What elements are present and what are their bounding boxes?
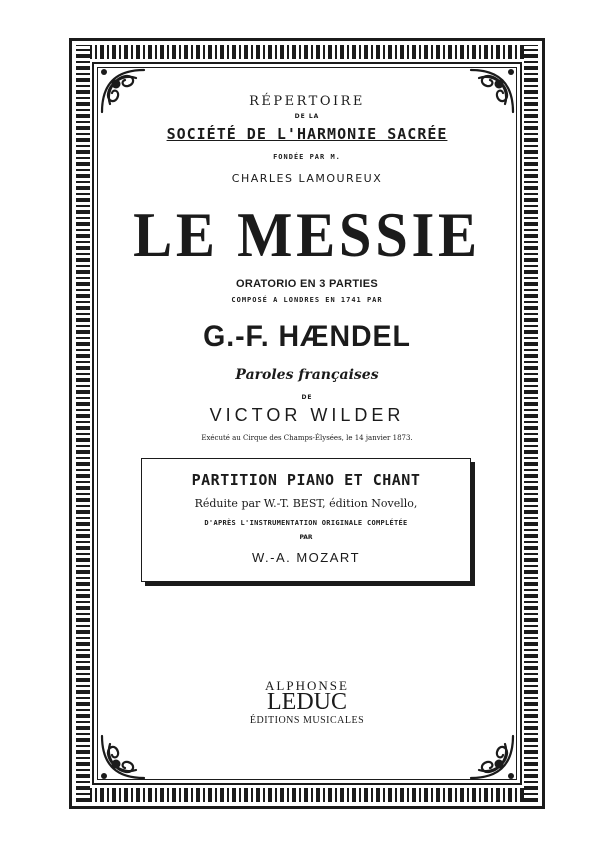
translator-name: VICTOR WILDER <box>209 405 405 425</box>
society-name: SOCIÉTÉ DE L'HARMONIE SACRÉE <box>166 125 448 143</box>
reduction-credit: Réduite par W.-T. BEST, édition Novello, <box>194 497 418 510</box>
founded-by-label: FONDÉE PAR M. <box>273 153 341 161</box>
composed-line: COMPOSÉ A LONDRES EN 1741 PAR <box>231 296 383 304</box>
de-label: DE <box>301 394 313 401</box>
partition-title: PARTITION PIANO ET CHANT <box>191 471 421 489</box>
instrumentation-note: D'APRÈS L'INSTRUMENTATION ORIGINALE COMPLÉTÉE <box>204 519 408 527</box>
corner-flourish-icon <box>96 64 150 118</box>
partition-box <box>141 458 471 582</box>
corner-flourish-icon <box>465 64 519 118</box>
arranger-name: W.-A. MOZART <box>251 550 361 565</box>
corner-flourish-icon <box>96 730 150 784</box>
composer-name: G.-F. HÆNDEL <box>203 320 411 353</box>
publisher-tagline: ÉDITIONS MUSICALES <box>249 715 365 726</box>
founder-name: CHARLES LAMOUREUX <box>231 172 383 185</box>
performance-note: Exécuté au Cirque des Champs-Élysées, le 14 janvier 1873. <box>201 434 413 442</box>
decorative-border-top <box>76 45 538 59</box>
decorative-border-left <box>76 45 90 802</box>
work-title: LE MESSIE <box>133 200 481 270</box>
decorative-border-bottom <box>76 788 538 802</box>
work-subtitle: ORATORIO EN 3 PARTIES <box>236 278 378 290</box>
publisher-name: LEDUC <box>267 689 347 715</box>
lyrics-label: Paroles françaises <box>235 367 379 383</box>
de-la-label: DE LA <box>294 113 320 120</box>
repertoire-heading: RÉPERTOIRE <box>249 94 365 109</box>
publisher-line1: ALPHONSE <box>265 678 349 693</box>
par-label: PAR <box>299 534 313 541</box>
decorative-border-right <box>524 45 538 802</box>
corner-flourish-icon <box>465 730 519 784</box>
